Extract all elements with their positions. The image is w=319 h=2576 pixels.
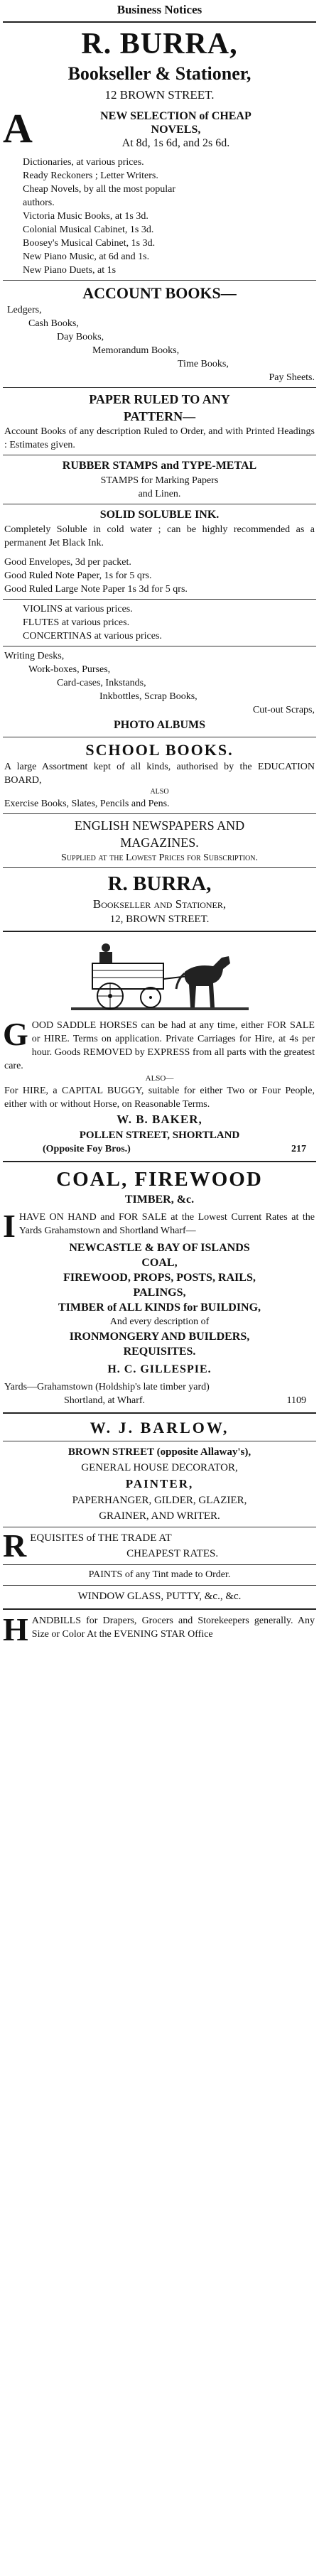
baker-opposite: (Opposite Foy Bros.) [43, 1144, 131, 1154]
list-item: Cash Books, [28, 318, 79, 329]
list-item: FLUTES at various prices. [23, 617, 130, 628]
baker-name: W. B. BAKER, [117, 1113, 202, 1126]
list-item: Inkbottles, Scrap Books, [99, 691, 198, 702]
stock-list [0, 156, 319, 277]
requisites-line-1: EQUISITES of THE TRADE AT [30, 1532, 172, 1544]
paper-ruled-heading-1: PAPER RULED TO ANY [89, 392, 230, 406]
list-item: Cut-out Scraps, [252, 705, 315, 715]
list-item: Memorandum Books, [92, 345, 180, 356]
product-line: COAL, [141, 1257, 178, 1269]
ink-text: Completely Soluble in cold water ; can be highly recommended as a permanent Jet Black Ink. [4, 524, 315, 548]
paints-notice: PAINTS of any Tint made to Order. [88, 1569, 231, 1580]
dropcap-a: A [3, 105, 33, 151]
paper-ruled-text: Account Books of any description Ruled to Order, and with Printed Headings : Estimates given. [4, 426, 315, 450]
divider [3, 1564, 316, 1565]
rubber-stamps-sub-2: and Linen. [138, 489, 181, 499]
subscription-note: Supplied at the Lowest Prices for Subscription. [61, 853, 258, 863]
burra-advertisement [0, 27, 319, 926]
dropcap-h: H [3, 1611, 28, 1647]
horse-and-cart-illustration [0, 936, 319, 1014]
list-item: Good Ruled Note Paper, 1s for 5 qrs. [4, 570, 152, 581]
dropcap-i: I [3, 1208, 16, 1244]
also-label: ALSO— [145, 1074, 174, 1083]
divider [3, 599, 316, 600]
divider [3, 1161, 316, 1162]
list-item: CONCERTINAS at various prices. [23, 631, 162, 642]
product-line: FIREWOOD, PROPS, POSTS, RAILS, [63, 1272, 256, 1284]
divider [3, 813, 316, 814]
novels-line-2: NOVELS, [151, 124, 201, 136]
list-item: New Piano Music, at 6d and 1s. [23, 251, 150, 262]
advertiser-trade: Bookseller & Stationer, [67, 63, 252, 84]
list-item: Work-boxes, Purses, [28, 664, 111, 675]
rubber-stamps-heading: RUBBER STAMPS and TYPE-METAL [62, 460, 257, 472]
list-item: Cheap Novels, by all the most popular [23, 184, 176, 195]
saddle-horses-notice [0, 1016, 319, 1073]
baker-advertisement [0, 936, 319, 1157]
product-line: IRONMONGERY AND BUILDERS, [69, 1331, 250, 1343]
account-books-list [0, 303, 319, 384]
footer-advertiser-address: 12, BROWN STREET. [109, 914, 210, 925]
list-item: Good Envelopes, 3d per packet. [4, 557, 131, 568]
list-item: Good Ruled Large Note Paper 1s 3d for 5 qrs. [4, 584, 188, 595]
saddle-horses-text: OOD SADDLE HORSES can be had at any time, either FOR SALE or HIRE. Terms on application. Private Carriages for Hire, at 4s per hour. Goods REMOVED by EXPRESS from all parts with the greatest care. [4, 1020, 315, 1071]
rubber-stamps-sub-1: STAMPS for Marking Papers [100, 475, 219, 486]
list-item: Time Books, [178, 359, 229, 369]
product-line: REQUISITES. [123, 1346, 196, 1358]
requisites-notice [0, 1527, 319, 1564]
school-books-heading: SCHOOL BOOKS. [85, 741, 234, 759]
handbills-notice [0, 1611, 319, 1647]
coal-heading: COAL, FIREWOOD [56, 1168, 263, 1191]
column-title: Business Notices [117, 3, 202, 16]
fancy-goods-list [0, 649, 319, 734]
barlow-name: W. J. BARLOW, [90, 1419, 229, 1436]
window-glass-notice: WINDOW GLASS, PUTTY, &c., &c. [77, 1591, 242, 1602]
coal-subheading: TIMBER, &c. [124, 1194, 195, 1206]
list-item: Colonial Musical Cabinet, 1s 3d. [23, 224, 154, 235]
gillespie-name: H. C. GILLESPIE. [107, 1363, 212, 1375]
instruments-list [0, 602, 319, 643]
product-line: And every description of [109, 1316, 210, 1327]
list-item: Card-cases, Inkstands, [57, 678, 146, 688]
divider [3, 280, 316, 281]
divider [3, 1412, 316, 1414]
horse-cart-image [71, 936, 249, 1014]
handbills-text: ANDBILLS for Drapers, Grocers and Storekeepers generally. Any Size or Color At the EVENING STAR Office [31, 1616, 315, 1640]
list-item: VIOLINS at various prices. [23, 604, 133, 615]
stock-notice [0, 1208, 319, 1244]
divider [3, 387, 316, 388]
gillespie-advertisement [0, 1167, 319, 1408]
list-item: Boosey's Musical Cabinet, 1s 3d. [23, 238, 156, 249]
advertiser-name: R. BURRA, [81, 28, 238, 60]
list-item: New Piano Duets, at 1s [23, 265, 117, 276]
novels-line-3: At 8d, 1s 6d, and 2s 6d. [121, 137, 230, 149]
list-item: Dictionaries, at various prices. [23, 157, 144, 168]
advertiser-address: 12 BROWN STREET. [104, 88, 215, 102]
also-label: ALSO [150, 788, 169, 796]
divider [3, 931, 316, 932]
barlow-trade-3: PAPERHANGER, GILDER, GLAZIER, [72, 1495, 247, 1506]
list-item: Ledgers, [7, 305, 42, 315]
list-item: Pay Sheets. [269, 372, 315, 383]
paper-prices [0, 556, 319, 596]
buggy-hire-text: For HIRE, a CAPITAL BUGGY, suitable for either Two or Four People, either with or without Horse, on Reasonable Terms. [4, 1086, 315, 1110]
list-item: Victoria Music Books, at 1s 3d. [23, 211, 148, 222]
list-item: Writing Desks, [4, 651, 65, 661]
dropcap-g: G [3, 1016, 28, 1052]
gillespie-wharf: Shortland, at Wharf. [64, 1395, 146, 1406]
divider [3, 867, 316, 868]
requisites-line-2: CHEAPEST RATES. [126, 1548, 219, 1559]
product-line: PALINGS, [133, 1287, 186, 1299]
divider [3, 1585, 316, 1586]
novels-notice [0, 105, 319, 151]
barlow-trade-4: GRAINER, AND WRITER. [99, 1510, 220, 1522]
paper-ruled-heading-2: PATTERN— [123, 409, 196, 423]
stock-notice-text: HAVE ON HAND and FOR SALE at the Lowest Current Rates at the Yards Grahamstown and Shortland Wharf— [18, 1212, 315, 1236]
photo-albums: PHOTO ALBUMS [113, 719, 206, 731]
products-list [0, 1240, 319, 1359]
product-line: TIMBER of ALL KINDS for BUILDING, [58, 1301, 261, 1314]
ink-heading: SOLID SOLUBLE INK. [99, 509, 220, 521]
barlow-street: BROWN STREET (opposite Allaway's), [67, 1446, 252, 1458]
newspapers-heading-1: ENGLISH NEWSPAPERS AND [74, 818, 245, 833]
barlow-advertisement [0, 1418, 319, 1647]
barlow-trade-2: PAINTER, [125, 1477, 194, 1490]
divider [3, 21, 316, 23]
divider [3, 1608, 316, 1610]
list-item: authors. [23, 197, 55, 208]
baker-street: POLLEN STREET, SHORTLAND [79, 1130, 240, 1141]
product-line: NEWCASTLE & BAY OF ISLANDS [69, 1242, 250, 1254]
barlow-trade-1: GENERAL HOUSE DECORATOR, [81, 1462, 238, 1473]
footer-advertiser-name: R. BURRA, [107, 872, 212, 895]
footer-advertiser-trade: Bookseller and Stationer, [92, 897, 227, 911]
ad-number: 217 [291, 1144, 306, 1154]
dropcap-r: R [3, 1527, 27, 1564]
school-books-text-2: Exercise Books, Slates, Pencils and Pens. [4, 799, 170, 809]
school-books-text: A large Assortment kept of all kinds, authorised by the EDUCATION BOARD, [4, 762, 315, 786]
gillespie-yards: Yards—Grahamstown (Holdship's late timber yard) [4, 1382, 210, 1392]
list-item: Day Books, [57, 332, 104, 342]
account-books-heading: ACCOUNT BOOKS— [82, 284, 237, 302]
ad-number: 1109 [286, 1395, 306, 1406]
list-item: Ready Reckoners ; Letter Writers. [23, 171, 158, 181]
novels-line-1: NEW SELECTION of CHEAP [100, 110, 252, 122]
newspapers-heading-2: MAGAZINES. [120, 835, 199, 850]
